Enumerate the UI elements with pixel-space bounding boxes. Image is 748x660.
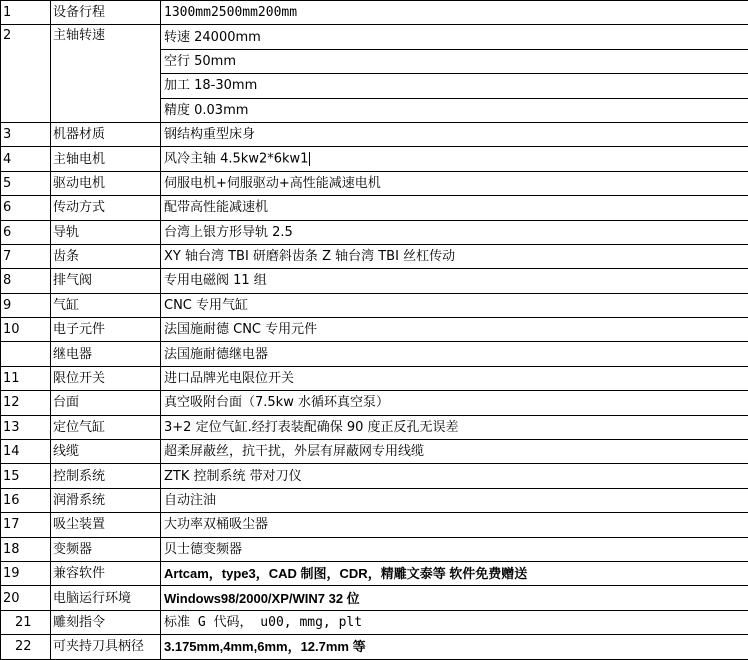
item-value: 3+2 定位气缸.经打表装配确保 90 度正反孔无误差 <box>161 415 748 439</box>
row-number: 8 <box>1 269 51 293</box>
item-name: 排气阀 <box>51 269 161 293</box>
item-value: 标准 G 代码， u00, mmg, plt <box>161 610 748 634</box>
table-row <box>1 440 748 464</box>
table-row <box>1 342 748 366</box>
row-number: 19 <box>1 561 51 585</box>
row-number: 22 <box>1 635 51 659</box>
text-cursor <box>309 152 310 166</box>
item-value: 专用电磁阀 11 组 <box>161 269 748 293</box>
item-name: 变频器 <box>51 537 161 561</box>
row-number: 15 <box>1 464 51 488</box>
table-row <box>1 391 748 415</box>
item-name: 机器材质 <box>51 122 161 146</box>
item-name: 润滑系统 <box>51 488 161 512</box>
table-row <box>1 561 748 585</box>
table-row <box>1 122 748 146</box>
item-name: 线缆 <box>51 440 161 464</box>
item-value: 台湾上银方形导轨 2.5 <box>161 220 748 244</box>
item-name: 设备行程 <box>51 1 161 25</box>
item-name: 控制系统 <box>51 464 161 488</box>
row-number: 4 <box>1 147 51 171</box>
item-value: 1300mm2500mm200mm <box>161 1 748 25</box>
item-value: 空行 50mm <box>161 49 748 73</box>
row-number: 6 <box>1 196 51 220</box>
row-number: 5 <box>1 171 51 195</box>
item-value: 伺服电机+伺服驱动+高性能减速电机 <box>161 171 748 195</box>
table-row <box>1 171 748 195</box>
row-number: 10 <box>1 318 51 342</box>
row-number: 16 <box>1 488 51 512</box>
item-value: 钢结构重型床身 <box>161 122 748 146</box>
item-name: 气缸 <box>51 293 161 317</box>
item-name: 驱动电机 <box>51 171 161 195</box>
table-row <box>1 318 748 342</box>
item-name: 电脑运行环境 <box>51 586 161 610</box>
row-number: 13 <box>1 415 51 439</box>
row-number: 3 <box>1 122 51 146</box>
row-number: 1 <box>1 1 51 25</box>
item-name: 台面 <box>51 391 161 415</box>
table-row <box>1 415 748 439</box>
table-row <box>1 537 748 561</box>
item-name: 吸尘装置 <box>51 513 161 537</box>
item-value: 精度 0.03mm <box>161 98 748 122</box>
row-number: 18 <box>1 537 51 561</box>
item-value: 配带高性能减速机 <box>161 196 748 220</box>
item-value: Artcam，type3，CAD 制图，CDR，精雕文泰等 软件免费赠送 <box>161 561 748 585</box>
table-row <box>1 269 748 293</box>
item-value: Windows98/2000/XP/WIN7 32 位 <box>161 586 748 610</box>
item-name: 导轨 <box>51 220 161 244</box>
table-row <box>1 610 748 634</box>
row-number <box>1 342 51 366</box>
table-row <box>1 635 748 659</box>
item-name: 主轴转速 <box>51 25 161 123</box>
table-row <box>1 513 748 537</box>
table-row <box>1 196 748 220</box>
item-name: 限位开关 <box>51 366 161 390</box>
table-row <box>1 220 748 244</box>
item-value: ZTK 控制系统 带对刀仪 <box>161 464 748 488</box>
item-value: 贝士德变频器 <box>161 537 748 561</box>
item-value: CNC 专用气缸 <box>161 293 748 317</box>
item-value[interactable] <box>161 147 748 171</box>
item-value: XY 轴台湾 TBI 研磨斜齿条 Z 轴台湾 TBI 丝杠传动 <box>161 244 748 268</box>
row-number: 12 <box>1 391 51 415</box>
item-value: 自动注油 <box>161 488 748 512</box>
row-number: 21 <box>1 610 51 634</box>
table-row <box>1 1 748 25</box>
row-number: 20 <box>1 586 51 610</box>
item-name: 雕刻指令 <box>51 610 161 634</box>
row-number: 9 <box>1 293 51 317</box>
item-value: 法国施耐德继电器 <box>161 342 748 366</box>
item-name: 传动方式 <box>51 196 161 220</box>
table-row <box>1 464 748 488</box>
row-number: 11 <box>1 366 51 390</box>
table-row <box>1 586 748 610</box>
item-name: 兼容软件 <box>51 561 161 585</box>
item-value: 真空吸附台面（7.5kw 水循环真空泵） <box>161 391 748 415</box>
row-number: 7 <box>1 244 51 268</box>
table-row <box>1 293 748 317</box>
item-name: 主轴电机 <box>51 147 161 171</box>
item-value: 大功率双桶吸尘器 <box>161 513 748 537</box>
item-value: 3.175mm,4mm,6mm，12.7mm 等 <box>161 635 748 659</box>
item-value: 转速 24000mm <box>161 25 748 49</box>
item-name: 齿条 <box>51 244 161 268</box>
row-number: 14 <box>1 440 51 464</box>
item-value: 超柔屏蔽丝，抗干扰，外层有屏蔽网专用线缆 <box>161 440 748 464</box>
row-number: 17 <box>1 513 51 537</box>
item-value: 法国施耐德 CNC 专用元件 <box>161 318 748 342</box>
item-name: 继电器 <box>51 342 161 366</box>
table-row <box>1 488 748 512</box>
item-value-text: 风冷主轴 4.5kw2*6kw1 <box>164 152 308 167</box>
item-value: 加工 18-30mm <box>161 74 748 98</box>
table-row <box>1 366 748 390</box>
item-value: 进口品牌光电限位开关 <box>161 366 748 390</box>
item-name: 定位气缸 <box>51 415 161 439</box>
item-name: 电子元件 <box>51 318 161 342</box>
item-name: 可夹持刀具柄径 <box>51 635 161 659</box>
table-row <box>1 25 748 49</box>
table-row <box>1 244 748 268</box>
row-number: 2 <box>1 25 51 123</box>
table-row <box>1 147 748 171</box>
row-number: 6 <box>1 220 51 244</box>
